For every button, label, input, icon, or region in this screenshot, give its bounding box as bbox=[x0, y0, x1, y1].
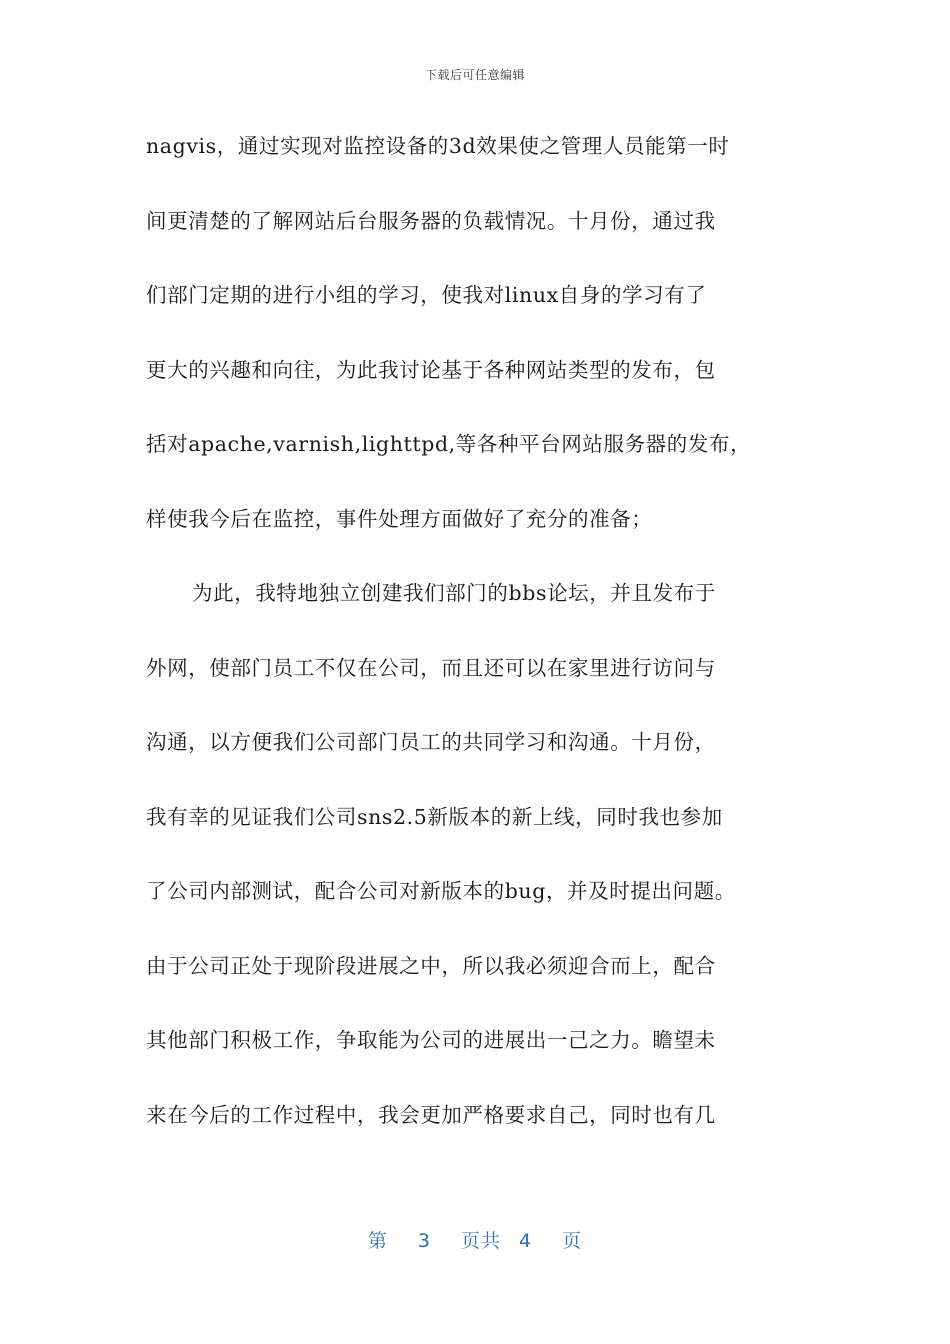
text-line: 了公司内部测试，配合公司对新版本的bug，并及时提出问题。 bbox=[146, 879, 736, 903]
text-line: 外网，使部门员工不仅在公司，而且还可以在家里进行访问与 bbox=[146, 655, 716, 680]
text-line: 我有幸的见证我们公司sns2.5新版本的新上线，同时我也参加 bbox=[146, 804, 723, 829]
document-body bbox=[146, 127, 814, 1170]
text-line: 来在今后的工作过程中，我会更加严格要求自己，同时也有几 bbox=[146, 1102, 716, 1127]
text-line: 沟通，以方便我们公司部门员工的共同学习和沟通。十月份， bbox=[146, 730, 716, 754]
text-line: nagvis，通过实现对监控设备的3d效果使之管理人员能第一时 bbox=[146, 134, 730, 158]
paragraph-first-line: 为此，我特地独立创建我们部门的bbs论坛，并且发布于 bbox=[192, 581, 716, 605]
footer-suffix: 页 bbox=[562, 1230, 583, 1252]
page-header-note: 下载后可任意编辑 bbox=[424, 68, 525, 82]
text-line: 其他部门积极工作，争取能为公司的进展出一己之力。瞻望未 bbox=[146, 1028, 716, 1052]
text-line: 括对apache,varnish,lighttpd,等各种平台网站服务器的发布， bbox=[146, 432, 752, 456]
total-pages-number: 4 bbox=[519, 1230, 533, 1252]
text-line: 更大的兴趣和向往，为此我讨论基于各种网站类型的发布，包 bbox=[146, 357, 716, 382]
page-number-footer bbox=[0, 1226, 950, 1253]
text-line: 间更清楚的了解网站后台服务器的负载情况。十月份，通过我 bbox=[146, 208, 716, 233]
text-line: 们部门定期的进行小组的学习，使我对linux自身的学习有了 bbox=[146, 283, 707, 307]
footer-middle: 页共 bbox=[460, 1230, 501, 1252]
text-line: 样使我今后在监控，事件处理方面做好了充分的准备； bbox=[146, 506, 653, 531]
current-page-number: 3 bbox=[417, 1230, 431, 1252]
text-line: 由于公司正处于现阶段进展之中，所以我必须迎合而上，配合 bbox=[146, 953, 716, 978]
footer-prefix: 第 bbox=[367, 1230, 388, 1252]
